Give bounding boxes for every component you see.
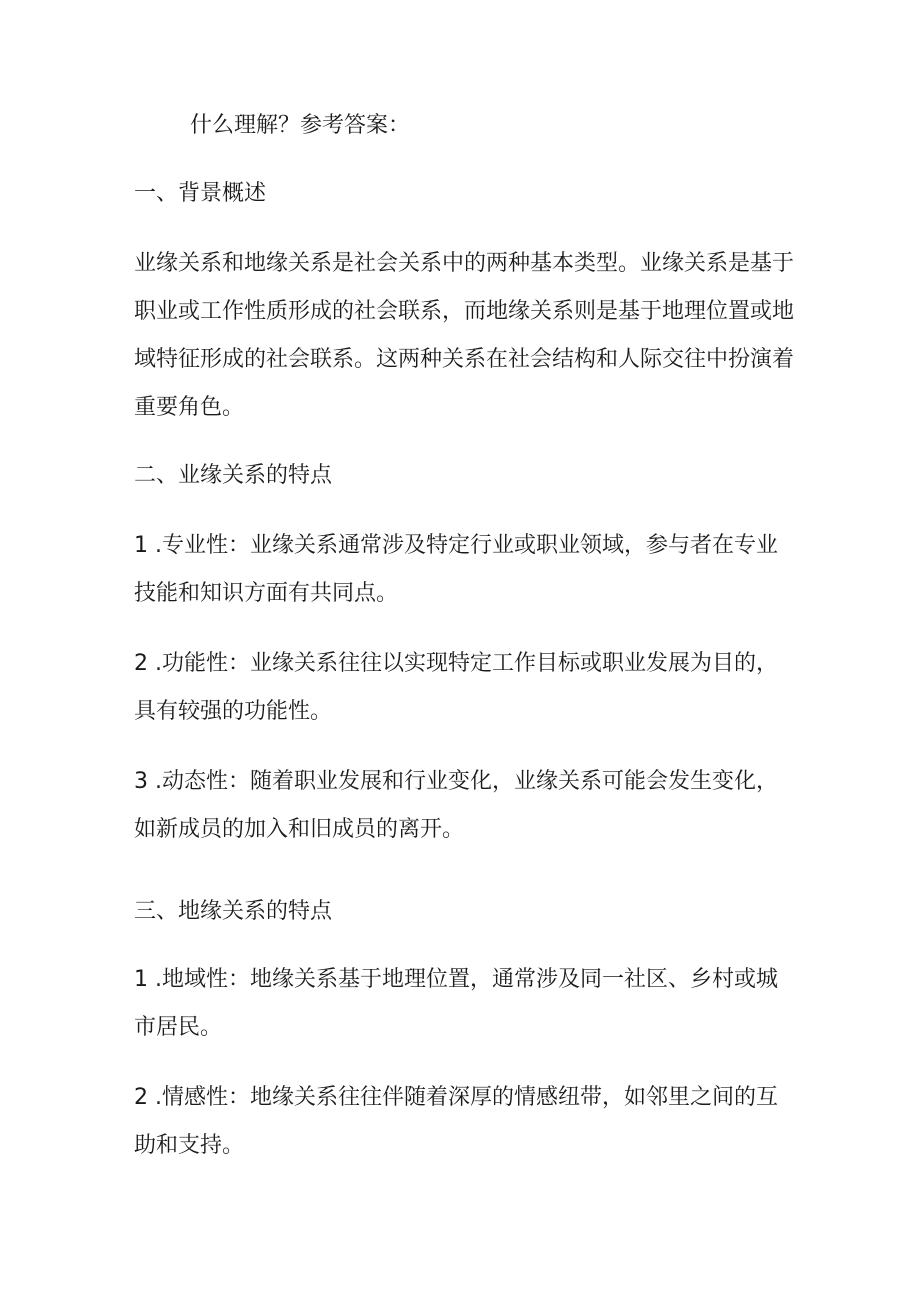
section-heading-background: 一、背景概述 <box>134 181 267 206</box>
list-item-occupational-3: 3 .动态性：随着职业发展和行业变化，业缘关系可能会发生变化，如新成员的加入和旧成员的离开。 <box>134 769 778 842</box>
paragraph-background: 业缘关系和地缘关系是社会关系中的两种基本类型。业缘关系是基于职业或工作性质形成的社会联系，而地缘关系则是基于地理位置或地域特征形成的社会联系。这两种关系在社会结构和人际交往中扮演着重要角色。 <box>134 251 795 420</box>
continuation-line: 什么理解？参考答案： <box>190 113 411 138</box>
section-heading-occupational: 二、业缘关系的特点 <box>134 463 333 488</box>
list-item-geographic-2: 2 .情感性：地缘关系往往伴随着深厚的情感纽带，如邻里之间的互助和支持。 <box>134 1085 778 1158</box>
list-item-occupational-2: 2 .功能性：业缘关系往往以实现特定工作目标或职业发展为目的，具有较强的功能性。 <box>134 651 778 724</box>
list-item-occupational-1: 1 .专业性：业缘关系通常涉及特定行业或职业领域，参与者在专业技能和知识方面有共同点。 <box>134 533 778 606</box>
list-item-geographic-1: 1 .地域性：地缘关系基于地理位置，通常涉及同一社区、乡村或城市居民。 <box>134 967 778 1040</box>
section-heading-geographic: 三、地缘关系的特点 <box>134 899 333 924</box>
